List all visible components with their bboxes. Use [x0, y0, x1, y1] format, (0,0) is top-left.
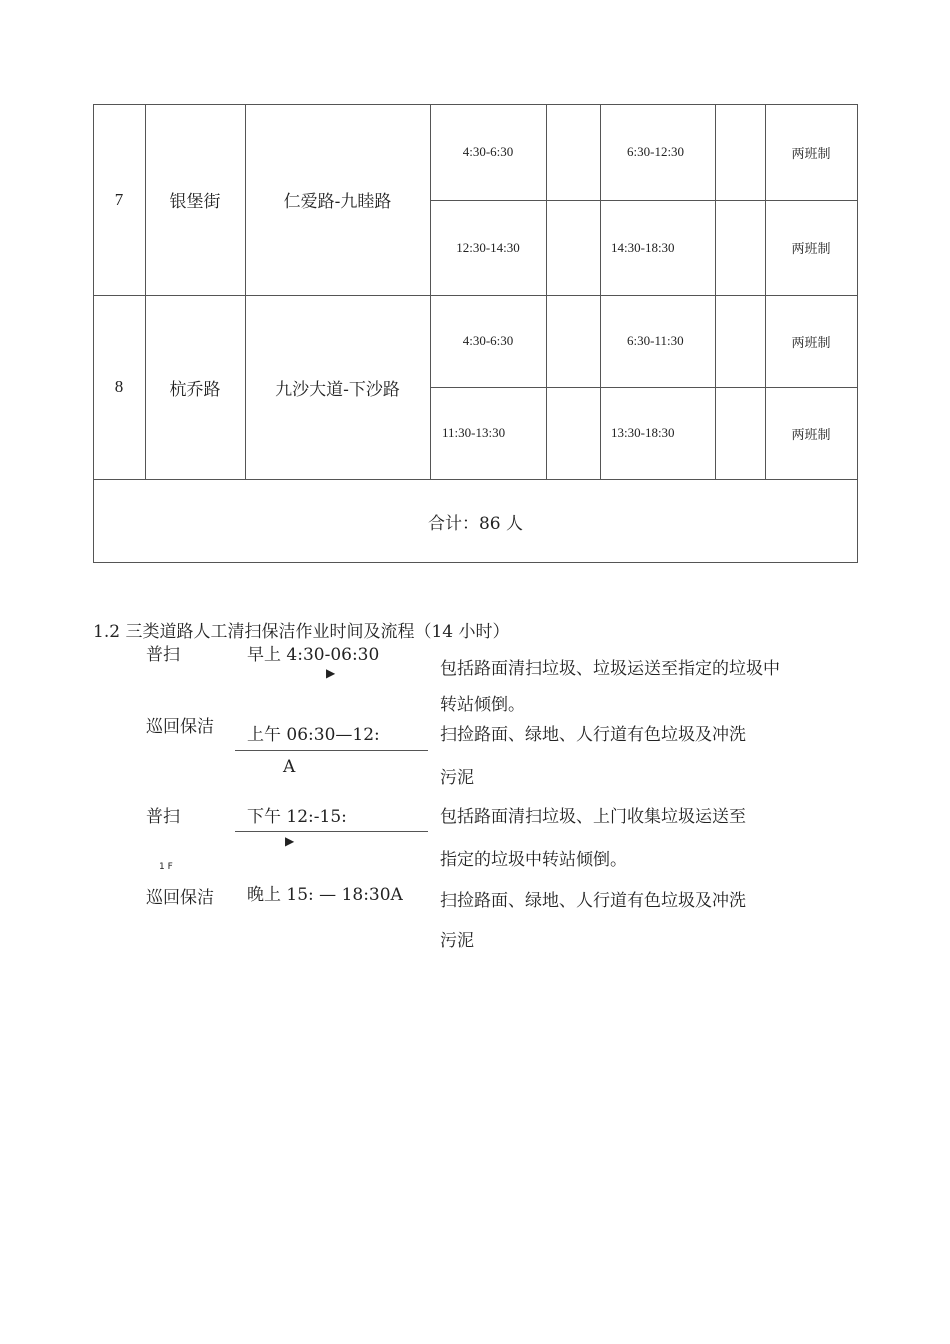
shift-mode: 两班制: [791, 242, 831, 257]
marker-label: 1 F: [159, 862, 173, 872]
task-description-cont: 污泥: [440, 931, 474, 951]
total-count: 合计：86 人: [427, 514, 524, 534]
task-description: 包括路面清扫垃圾、垃圾运送至指定的垃圾中: [440, 659, 780, 679]
col-divider: [715, 104, 716, 480]
shift-time-2: 13:30-18:30: [611, 425, 675, 440]
task-description-cont: 污泥: [440, 768, 474, 788]
shift-mode: 两班制: [791, 146, 831, 162]
time-suffix: A: [283, 757, 296, 777]
task-time: 上午 06:30—12:: [247, 725, 380, 745]
shift-time-2: 6:30-11:30: [627, 333, 684, 348]
shift-time-1: 12:30-14:30: [456, 239, 520, 255]
timeline-underline: [235, 831, 428, 832]
task-description-cont: 指定的垃圾中转站倾倒。: [440, 850, 627, 870]
task-description: 扫捡路面、绿地、人行道有色垃圾及冲洗: [440, 725, 746, 745]
task-label: 普扫: [146, 645, 180, 665]
arrow-icon: ▶: [285, 834, 295, 848]
task-description-cont: 转站倾倒。: [440, 695, 525, 715]
shift-time-1: 4:30-6:30: [462, 333, 514, 348]
shift-time-1: 11:30-13:30: [442, 425, 506, 440]
shift-mode: 两班制: [791, 335, 831, 351]
street-section: 九沙大道-下沙路: [275, 379, 400, 400]
shift-time-2: 14:30-18:30: [611, 239, 675, 255]
section-heading: 1.2 三类道路人工清扫保洁作业时间及流程（14 小时）: [93, 622, 510, 642]
task-description: 扫捡路面、绿地、人行道有色垃圾及冲洗: [440, 891, 746, 911]
task-description: 包括路面清扫垃圾、上门收集垃圾运送至: [440, 807, 746, 827]
timeline-underline: [235, 750, 428, 751]
street-name: 杭乔路: [169, 379, 221, 400]
shift-time-1: 4:30-6:30: [462, 144, 514, 159]
street-name: 银堡街: [169, 192, 221, 212]
street-section: 仁爱路-九睦路: [283, 192, 392, 212]
task-label: 巡回保洁: [146, 717, 214, 737]
arrow-icon: ▶: [326, 666, 336, 680]
row-number: 7: [114, 189, 124, 209]
task-time: 下午 12:-15:: [247, 807, 347, 827]
row-number: 8: [114, 377, 124, 396]
task-time: 早上 4:30-06:30: [247, 645, 380, 665]
col-divider: [546, 104, 547, 480]
schedule-table: [0, 0, 950, 570]
task-label: 普扫: [146, 807, 180, 827]
task-time: 晚上 15: — 18:30A: [247, 885, 403, 905]
task-label: 巡回保洁: [146, 888, 214, 908]
shift-time-2: 6:30-12:30: [627, 144, 685, 159]
shift-mode: 两班制: [791, 427, 831, 443]
